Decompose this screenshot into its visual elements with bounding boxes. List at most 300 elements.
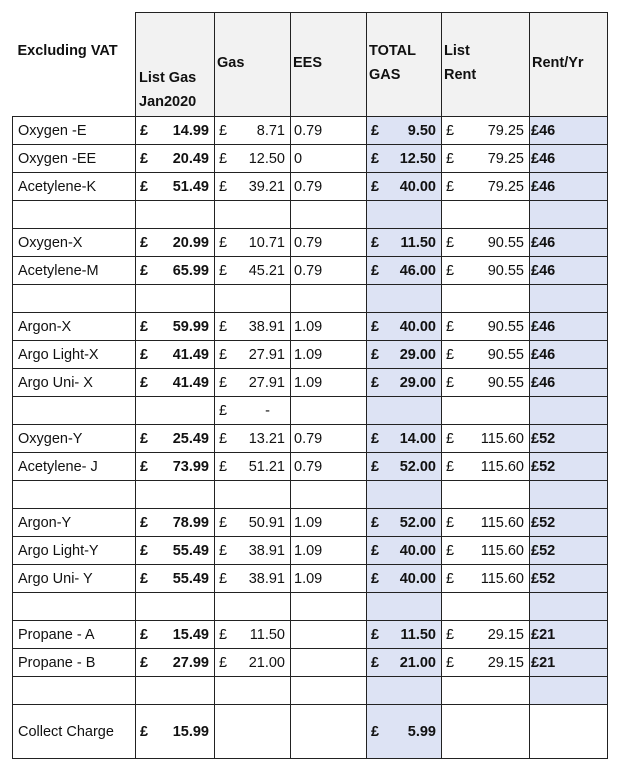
- currency-symbol: £: [140, 654, 149, 671]
- ees-cell: 1.09: [291, 565, 367, 593]
- list-rent-cell: [442, 229, 530, 257]
- table-row: [13, 453, 608, 481]
- currency-symbol: £: [219, 430, 228, 447]
- cell-value: 115.60: [480, 458, 524, 475]
- cell-value: 59.99: [172, 318, 209, 335]
- gas-cell: [215, 565, 291, 593]
- empty-cell: [367, 481, 442, 509]
- cell-value: 78.99: [172, 514, 209, 531]
- currency-symbol: £: [140, 234, 149, 251]
- gas-cell: [215, 313, 291, 341]
- gas-cell: [215, 621, 291, 649]
- cell-value: 20.99: [172, 234, 209, 251]
- empty-cell: [442, 285, 530, 313]
- product-name: Acetylene-M: [13, 257, 136, 285]
- table-row: [13, 341, 608, 369]
- empty-cell: [136, 201, 215, 229]
- cell-value: 79.25: [487, 150, 524, 167]
- empty-cell: [442, 593, 530, 621]
- rent-yr-cell: £46: [530, 117, 608, 145]
- cell-value: 29.15: [487, 626, 524, 643]
- currency-symbol: £: [219, 514, 228, 531]
- ees-cell: [291, 649, 367, 677]
- empty-cell: [215, 201, 291, 229]
- list-rent-cell: [442, 341, 530, 369]
- currency-symbol: £: [371, 346, 380, 363]
- ees-cell: 1.09: [291, 537, 367, 565]
- gas-cell: [215, 649, 291, 677]
- table-row: [13, 173, 608, 201]
- empty-cell: [136, 397, 215, 425]
- total-gas-cell: [367, 509, 442, 537]
- currency-symbol: £: [371, 234, 380, 251]
- product-name: Acetylene- J: [13, 453, 136, 481]
- product-name: Oxygen-X: [13, 229, 136, 257]
- cell-value: 9.50: [407, 122, 436, 139]
- cell-value: 10.71: [248, 234, 285, 251]
- currency-symbol: £: [446, 262, 455, 279]
- gas-cell: [215, 117, 291, 145]
- ees-cell: 0.79: [291, 229, 367, 257]
- table-row: [13, 145, 608, 173]
- ees-cell: 0: [291, 145, 367, 173]
- rent-yr-cell: £52: [530, 425, 608, 453]
- gas-cell: [215, 509, 291, 537]
- currency-symbol: £: [446, 458, 455, 475]
- price-table: [12, 12, 608, 759]
- cell-value: 90.55: [487, 346, 524, 363]
- ees-cell: 0.79: [291, 173, 367, 201]
- empty-cell: [442, 705, 530, 759]
- empty-cell: [13, 397, 136, 425]
- cell-value: 55.49: [172, 542, 209, 559]
- cell-value: 38.91: [248, 318, 285, 335]
- empty-cell: [367, 593, 442, 621]
- cell-value: 40.00: [399, 570, 436, 587]
- empty-cell: [13, 285, 136, 313]
- table-row: [13, 313, 608, 341]
- gas-cell: [215, 229, 291, 257]
- cell-value: 90.55: [487, 374, 524, 391]
- list-gas-cell: [136, 537, 215, 565]
- empty-cell: [291, 481, 367, 509]
- currency-symbol: £: [371, 150, 380, 167]
- cell-value: 29.00: [399, 346, 436, 363]
- spacer-row: [13, 481, 608, 509]
- currency-symbol: £: [140, 514, 149, 531]
- spacer-row: [13, 285, 608, 313]
- currency-symbol: £: [371, 723, 380, 740]
- cell-value: 11.50: [400, 626, 436, 643]
- ees-cell: [291, 621, 367, 649]
- list-rent-cell: [442, 117, 530, 145]
- empty-cell: [367, 677, 442, 705]
- cell-value: 41.49: [172, 374, 209, 391]
- currency-symbol: £: [140, 542, 149, 559]
- currency-symbol: £: [219, 150, 228, 167]
- cell-value: 13.21: [248, 430, 285, 447]
- rent-yr-cell: £21: [530, 649, 608, 677]
- total-gas-cell: [367, 649, 442, 677]
- currency-symbol: £: [140, 458, 149, 475]
- rent-yr-cell: £52: [530, 509, 608, 537]
- cell-value: 27.99: [172, 654, 209, 671]
- rent-yr-cell: £46: [530, 313, 608, 341]
- rent-yr-cell: £46: [530, 229, 608, 257]
- cell-value: 40.00: [399, 178, 436, 195]
- total-gas-cell: [367, 341, 442, 369]
- currency-symbol: £: [219, 122, 228, 139]
- total-gas-cell: [367, 425, 442, 453]
- list-rent-cell: [442, 453, 530, 481]
- empty-cell: [215, 481, 291, 509]
- ees-cell: 0.79: [291, 453, 367, 481]
- currency-symbol: £: [219, 570, 228, 587]
- currency-symbol: £: [446, 542, 455, 559]
- gas-cell: [215, 369, 291, 397]
- list-gas-cell: [136, 313, 215, 341]
- list-rent-cell: [442, 509, 530, 537]
- currency-symbol: £: [219, 318, 228, 335]
- product-name: Propane - A: [13, 621, 136, 649]
- cell-value: 90.55: [487, 234, 524, 251]
- empty-cell: [442, 397, 530, 425]
- empty-cell: [367, 285, 442, 313]
- list-rent-cell: [442, 145, 530, 173]
- empty-cell: [530, 397, 608, 425]
- cell-value: 5.99: [407, 723, 436, 740]
- table-row: [13, 257, 608, 285]
- spacer-row: [13, 397, 608, 425]
- cell-value: 38.91: [248, 570, 285, 587]
- cell-value: 65.99: [172, 262, 209, 279]
- product-name: Argo Uni- Y: [13, 565, 136, 593]
- cell-value: 45.21: [248, 262, 285, 279]
- rent-yr-cell: £21: [530, 621, 608, 649]
- currency-symbol: £: [371, 430, 380, 447]
- currency-symbol: £: [140, 346, 149, 363]
- empty-cell: [530, 705, 608, 759]
- rent-yr-cell: £52: [530, 453, 608, 481]
- cell-value: 79.25: [487, 178, 524, 195]
- cell-value: 50.91: [248, 514, 285, 531]
- rent-yr-cell: £46: [530, 341, 608, 369]
- cell-value: 8.71: [256, 122, 285, 139]
- empty-cell: [442, 201, 530, 229]
- product-name: Argo Light-X: [13, 341, 136, 369]
- empty-cell: [291, 593, 367, 621]
- cell-value: 39.21: [248, 178, 285, 195]
- currency-symbol: £: [446, 234, 455, 251]
- table-row: [13, 565, 608, 593]
- header-total-gas: TOTAL GAS: [367, 13, 442, 117]
- list-gas-cell: [136, 621, 215, 649]
- rent-yr-cell: £52: [530, 565, 608, 593]
- cell-value: 115.60: [480, 514, 524, 531]
- product-name: Oxygen -E: [13, 117, 136, 145]
- currency-symbol: £: [219, 402, 228, 419]
- currency-symbol: £: [140, 178, 149, 195]
- ees-cell: 1.09: [291, 509, 367, 537]
- currency-symbol: £: [371, 122, 380, 139]
- total-gas-cell: [367, 117, 442, 145]
- header-excluding-vat: Excluding VAT: [17, 42, 118, 59]
- currency-symbol: £: [219, 374, 228, 391]
- list-gas-cell: [136, 453, 215, 481]
- empty-cell: [13, 677, 136, 705]
- empty-cell: [136, 593, 215, 621]
- table-row: [13, 509, 608, 537]
- header-list-rent: List Rent: [442, 13, 530, 117]
- total-gas-cell: [367, 621, 442, 649]
- cell-value: 115.60: [480, 542, 524, 559]
- cell-value: 15.99: [172, 723, 209, 740]
- list-gas-cell: [136, 509, 215, 537]
- gas-cell: [215, 397, 291, 425]
- cell-value: 12.50: [399, 150, 436, 167]
- total-gas-cell: [367, 705, 442, 759]
- gas-cell: [215, 453, 291, 481]
- currency-symbol: £: [446, 514, 455, 531]
- currency-symbol: £: [371, 514, 380, 531]
- cell-value: 11.50: [249, 626, 285, 643]
- empty-cell: [215, 285, 291, 313]
- total-gas-cell: [367, 565, 442, 593]
- empty-cell: [530, 481, 608, 509]
- header-rent-yr: Rent/Yr: [530, 13, 608, 117]
- currency-symbol: £: [446, 654, 455, 671]
- list-gas-cell: [136, 173, 215, 201]
- empty-cell: [13, 481, 136, 509]
- rent-yr-cell: £46: [530, 173, 608, 201]
- cell-value: 55.49: [172, 570, 209, 587]
- ees-cell: 0.79: [291, 257, 367, 285]
- gas-cell: [215, 173, 291, 201]
- list-gas-cell: [136, 649, 215, 677]
- cell-value: 27.91: [248, 346, 285, 363]
- product-name: Argon-X: [13, 313, 136, 341]
- cell-value: 52.00: [399, 514, 436, 531]
- currency-symbol: £: [140, 122, 149, 139]
- gas-cell: [215, 341, 291, 369]
- cell-value: 115.60: [480, 570, 524, 587]
- list-rent-cell: [442, 313, 530, 341]
- table-row: [13, 425, 608, 453]
- product-name: Argo Uni- X: [13, 369, 136, 397]
- currency-symbol: £: [219, 262, 228, 279]
- list-gas-cell: [136, 145, 215, 173]
- cell-value: 115.60: [480, 430, 524, 447]
- total-gas-cell: [367, 257, 442, 285]
- cell-value: 11.50: [400, 234, 436, 251]
- empty-cell: [215, 705, 291, 759]
- rent-yr-cell: £46: [530, 145, 608, 173]
- cell-value: 90.55: [487, 318, 524, 335]
- cell-value: 29.00: [399, 374, 436, 391]
- cell-value: 15.49: [172, 626, 209, 643]
- empty-cell: [136, 677, 215, 705]
- product-name: Oxygen-Y: [13, 425, 136, 453]
- currency-symbol: £: [371, 374, 380, 391]
- empty-cell: [215, 677, 291, 705]
- total-gas-cell: [367, 453, 442, 481]
- cell-value: 52.00: [399, 458, 436, 475]
- empty-cell: [442, 677, 530, 705]
- cell-value: 40.00: [399, 318, 436, 335]
- cell-value: 14.99: [172, 122, 209, 139]
- gas-cell: [215, 145, 291, 173]
- rent-yr-cell: £46: [530, 257, 608, 285]
- empty-cell: [291, 285, 367, 313]
- list-gas-cell: [136, 369, 215, 397]
- list-rent-cell: [442, 257, 530, 285]
- currency-symbol: £: [446, 626, 455, 643]
- list-rent-cell: [442, 537, 530, 565]
- empty-cell: [367, 201, 442, 229]
- list-gas-cell: [136, 117, 215, 145]
- currency-symbol: £: [371, 626, 380, 643]
- currency-symbol: £: [371, 458, 380, 475]
- total-gas-cell: [367, 313, 442, 341]
- currency-symbol: £: [140, 723, 149, 740]
- list-gas-cell: [136, 425, 215, 453]
- cell-value: 41.49: [172, 346, 209, 363]
- empty-cell: [291, 705, 367, 759]
- cell-value: 14.00: [399, 430, 436, 447]
- total-gas-cell: [367, 145, 442, 173]
- empty-cell: [291, 397, 367, 425]
- total-gas-cell: [367, 173, 442, 201]
- currency-symbol: £: [140, 318, 149, 335]
- table-row: [13, 229, 608, 257]
- currency-symbol: £: [140, 150, 149, 167]
- currency-symbol: £: [140, 374, 149, 391]
- currency-symbol: £: [446, 430, 455, 447]
- table-row: [13, 117, 608, 145]
- cell-value: 51.49: [172, 178, 209, 195]
- ees-cell: 0.79: [291, 117, 367, 145]
- currency-symbol: £: [219, 346, 228, 363]
- empty-cell: [530, 593, 608, 621]
- empty-cell: [13, 593, 136, 621]
- empty-cell: [530, 285, 608, 313]
- table-row: [13, 621, 608, 649]
- total-gas-cell: [367, 537, 442, 565]
- currency-symbol: £: [219, 458, 228, 475]
- currency-symbol: £: [446, 346, 455, 363]
- product-name: Acetylene-K: [13, 173, 136, 201]
- rent-yr-cell: £52: [530, 537, 608, 565]
- currency-symbol: £: [371, 654, 380, 671]
- currency-symbol: £: [140, 430, 149, 447]
- currency-symbol: £: [446, 318, 455, 335]
- currency-symbol: £: [446, 570, 455, 587]
- empty-cell: [13, 201, 136, 229]
- product-name: Propane - B: [13, 649, 136, 677]
- empty-cell: [215, 593, 291, 621]
- list-rent-cell: [442, 425, 530, 453]
- product-name: Argon-Y: [13, 509, 136, 537]
- empty-cell: [530, 201, 608, 229]
- list-gas-cell: [136, 257, 215, 285]
- cell-value: 29.15: [487, 654, 524, 671]
- product-name: Oxygen -EE: [13, 145, 136, 173]
- table-row: [13, 649, 608, 677]
- empty-cell: [136, 285, 215, 313]
- currency-symbol: £: [219, 542, 228, 559]
- currency-symbol: £: [219, 626, 228, 643]
- ees-cell: 0.79: [291, 425, 367, 453]
- gas-cell: [215, 425, 291, 453]
- cell-value: 90.55: [487, 262, 524, 279]
- total-gas-cell: [367, 229, 442, 257]
- empty-cell: [367, 397, 442, 425]
- table-row: [13, 705, 608, 759]
- cell-value: 51.21: [248, 458, 285, 475]
- table-row: [13, 369, 608, 397]
- list-gas-cell: [136, 229, 215, 257]
- cell-value: -: [265, 402, 270, 419]
- ees-cell: 1.09: [291, 369, 367, 397]
- currency-symbol: £: [446, 150, 455, 167]
- cell-value: 20.49: [172, 150, 209, 167]
- currency-symbol: £: [219, 234, 228, 251]
- total-gas-cell: [367, 369, 442, 397]
- cell-value: 73.99: [172, 458, 209, 475]
- list-rent-cell: [442, 369, 530, 397]
- currency-symbol: £: [371, 570, 380, 587]
- cell-value: 40.00: [399, 542, 436, 559]
- empty-cell: [442, 481, 530, 509]
- cell-value: 21.00: [248, 654, 285, 671]
- cell-value: 27.91: [248, 374, 285, 391]
- rent-yr-cell: £46: [530, 369, 608, 397]
- spacer-row: [13, 593, 608, 621]
- list-rent-cell: [442, 173, 530, 201]
- header-gas: Gas: [215, 13, 291, 117]
- list-gas-cell: [136, 705, 215, 759]
- ees-cell: 1.09: [291, 341, 367, 369]
- spacer-row: [13, 201, 608, 229]
- cell-value: 25.49: [172, 430, 209, 447]
- currency-symbol: £: [446, 178, 455, 195]
- cell-value: 12.50: [248, 150, 285, 167]
- currency-symbol: £: [371, 318, 380, 335]
- header-list-gas: List Gas Jan2020: [136, 13, 215, 117]
- empty-cell: [291, 201, 367, 229]
- empty-cell: [291, 677, 367, 705]
- currency-symbol: £: [140, 626, 149, 643]
- spacer-row: [13, 677, 608, 705]
- cell-value: 46.00: [399, 262, 436, 279]
- product-name: Collect Charge: [13, 705, 136, 759]
- gas-cell: [215, 537, 291, 565]
- list-gas-cell: [136, 565, 215, 593]
- currency-symbol: £: [219, 178, 228, 195]
- header-ees: EES: [291, 13, 367, 117]
- currency-symbol: £: [371, 262, 380, 279]
- product-name: Argo Light-Y: [13, 537, 136, 565]
- currency-symbol: £: [446, 374, 455, 391]
- list-rent-cell: [442, 565, 530, 593]
- currency-symbol: £: [446, 122, 455, 139]
- table-row: [13, 537, 608, 565]
- gas-cell: [215, 257, 291, 285]
- currency-symbol: £: [140, 262, 149, 279]
- cell-value: 38.91: [248, 542, 285, 559]
- empty-cell: [530, 677, 608, 705]
- list-rent-cell: [442, 621, 530, 649]
